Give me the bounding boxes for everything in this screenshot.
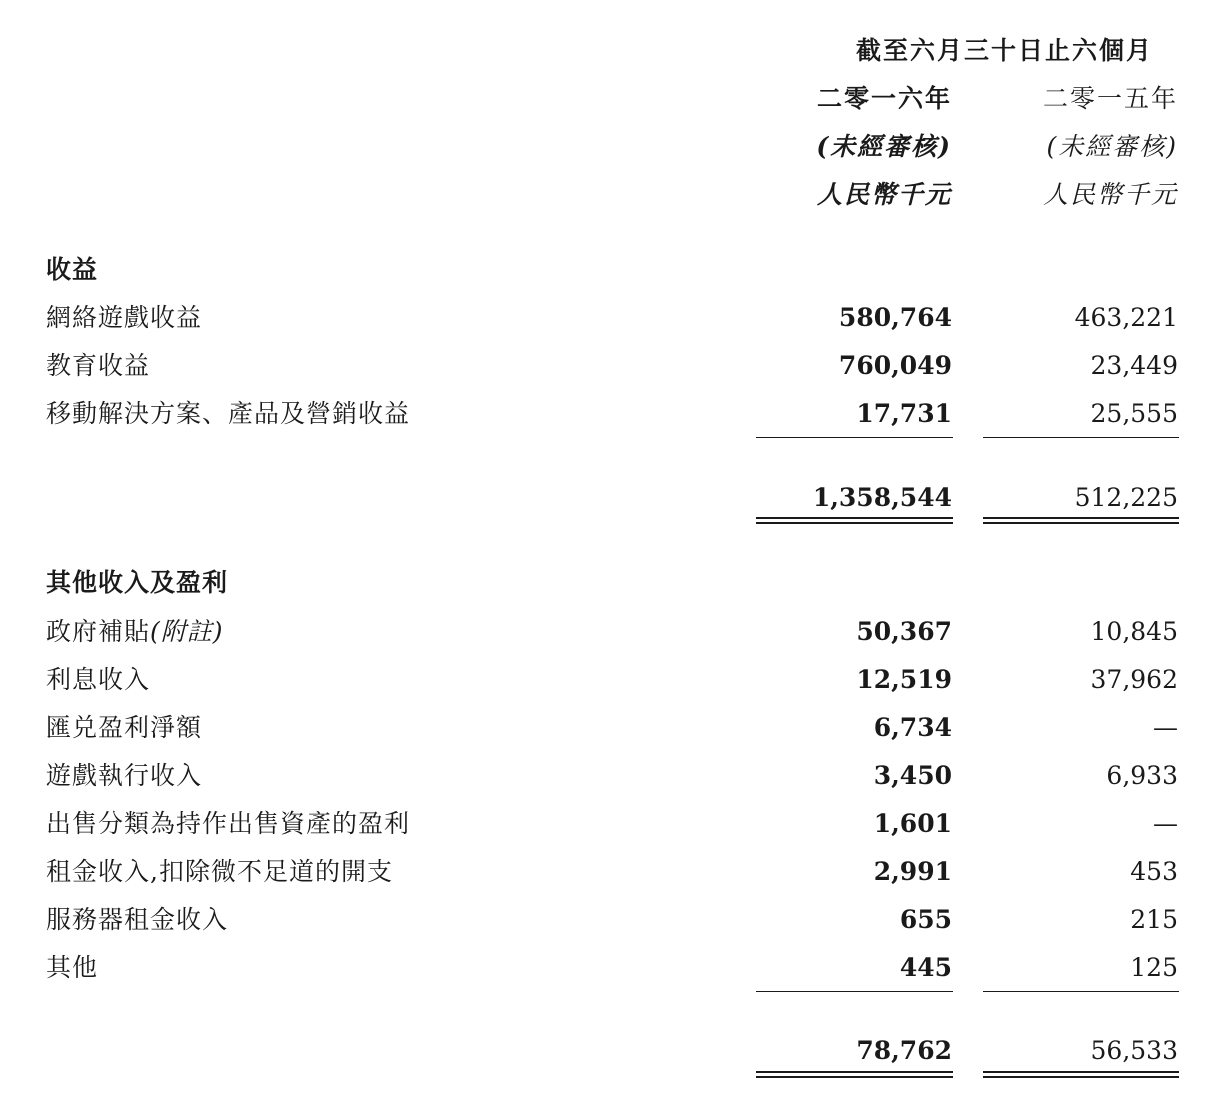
subtotal-rule-2016 [756, 991, 953, 992]
revenue-row-2016: 580,764 [838, 303, 952, 332]
note-reference: (附註) [150, 617, 224, 646]
other-income-row-2016: 3,450 [873, 761, 952, 790]
revenue-row-2015: 463,221 [1074, 303, 1178, 332]
other-income-row-label [46, 617, 224, 647]
other-income-row-2016: 1,601 [873, 809, 952, 838]
other-income-row-label: 匯兑盈利淨額 [46, 713, 203, 742]
other-income-row-2015: 6,933 [1106, 761, 1178, 790]
other-income-row-2015: 37,962 [1090, 665, 1178, 694]
other-income-row-2016: 12,519 [856, 665, 952, 694]
other-income-row-2016: 445 [899, 953, 952, 982]
other-income-row-label: 其他 [46, 953, 99, 982]
revenue-row-label: 移動解決方案、產品及營銷收益 [46, 399, 411, 428]
revenue-row-label: 網絡遊戲收益 [46, 303, 203, 332]
other-income-row-2015: 453 [1130, 857, 1178, 886]
col-2016-audit: (未經審核) [816, 132, 952, 161]
revenue-total-2016: 1,358,544 [812, 483, 952, 512]
other-income-row-label: 服務器租金收入 [46, 905, 229, 934]
total-double-rule-2015 [983, 517, 1179, 524]
col-2016-unit: 人民幣千元 [816, 180, 952, 209]
revenue-row-2015: 25,555 [1090, 399, 1178, 428]
other-income-row-2015: — [1153, 809, 1178, 838]
revenue-row-2016: 17,731 [856, 399, 952, 428]
total-double-rule-2016 [756, 517, 953, 524]
revenue-row-label: 教育收益 [46, 351, 151, 380]
other-income-total-2015: 56,533 [1090, 1036, 1178, 1065]
other-income-row-2016: 2,991 [873, 857, 952, 886]
other-income-row-label: 出售分類為持作出售資產的盈利 [46, 809, 411, 838]
revenue-section-title: 收益 [46, 255, 99, 284]
subtotal-rule-2015 [983, 437, 1179, 438]
col-2015-audit: (未經審核) [1046, 132, 1178, 161]
other-income-row-2015: — [1153, 713, 1178, 742]
other-income-total-2016: 78,762 [856, 1036, 952, 1065]
other-income-row-label: 利息收入 [46, 665, 151, 694]
period-header: 截至六月三十日止六個月 [856, 36, 1154, 65]
other-income-row-label: 租金收入,扣除微不足道的開支 [46, 857, 393, 886]
revenue-row-2015: 23,449 [1090, 351, 1178, 380]
total-double-rule-2015 [983, 1071, 1179, 1078]
subtotal-rule-2015 [983, 991, 1179, 992]
col-2015-unit: 人民幣千元 [1042, 180, 1178, 209]
col-2015-year: 二零一五年 [1042, 84, 1178, 113]
other-income-row-2016: 6,734 [873, 713, 952, 742]
total-double-rule-2016 [756, 1071, 953, 1078]
revenue-total-2015: 512,225 [1074, 483, 1178, 512]
other-income-row-2015: 215 [1130, 905, 1178, 934]
revenue-row-2016: 760,049 [838, 351, 952, 380]
other-income-row-2015: 10,845 [1090, 617, 1178, 646]
other-income-row-2015: 125 [1130, 953, 1178, 982]
subtotal-rule-2016 [756, 437, 953, 438]
col-2016-year: 二零一六年 [816, 84, 952, 113]
other-income-row-label: 遊戲執行收入 [46, 761, 203, 790]
other-income-label-text: 政府補貼 [46, 617, 151, 646]
other-income-section-title: 其他收入及盈利 [46, 568, 229, 597]
other-income-row-2016: 50,367 [856, 617, 952, 646]
other-income-row-2016: 655 [899, 905, 952, 934]
